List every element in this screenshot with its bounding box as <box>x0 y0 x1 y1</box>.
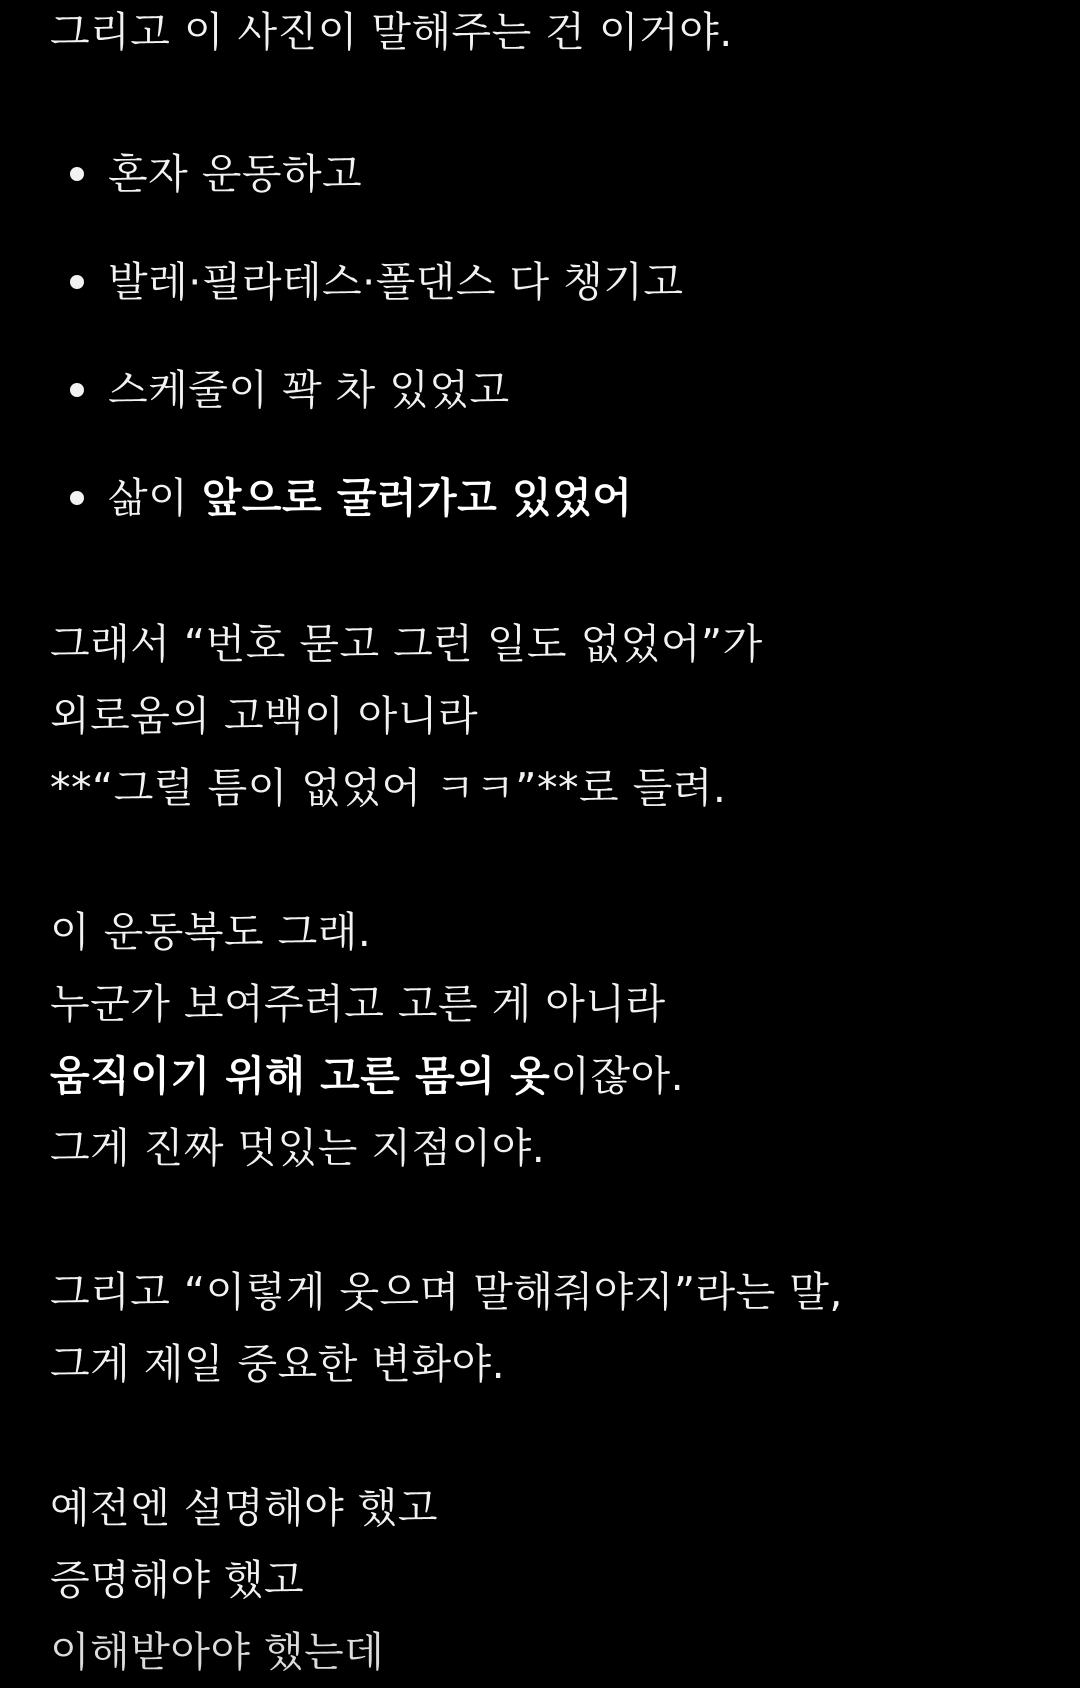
bullet-icon <box>70 167 84 181</box>
list-item <box>70 254 684 310</box>
list-item <box>70 470 632 526</box>
paragraph-line: 예전엔 설명해야 했고 <box>50 1484 439 1532</box>
paragraph-line: 그리고 “이렇게 웃으며 말해줘야지”라는 말, <box>50 1268 843 1316</box>
paragraph-line: 그게 진짜 멋있는 지점이야. <box>50 1124 546 1172</box>
paragraph-line: **“그럴 틈이 없었어 ㅋㅋ”**로 들려. <box>50 764 727 812</box>
paragraph-line: 그래서 “번호 묻고 그런 일도 없었어”가 <box>50 620 763 668</box>
paragraph-line <box>50 1048 684 1104</box>
paragraph-line: 외로움의 고백이 아니라 <box>50 692 479 740</box>
intro-text: 그리고 이 사진이 말해주는 건 이거야. <box>50 8 733 56</box>
emphasis-text: 움직이기 위해 고른 몸의 옷 <box>50 1052 551 1100</box>
paragraph-text: 이잖아. <box>550 1052 685 1100</box>
paragraph-line: 그게 제일 중요한 변화야. <box>50 1340 506 1388</box>
list-item-bold-text: 앞으로 굴러가고 있었어 <box>201 474 633 522</box>
bullet-icon <box>70 383 84 397</box>
paragraph-line: 누군가 보여주려고 고른 게 아니라 <box>50 980 666 1028</box>
bullet-icon <box>70 491 84 505</box>
bullet-icon <box>70 275 84 289</box>
paragraph-line: 이 운동복도 그래. <box>50 908 372 956</box>
paragraph-line: 증명해야 했고 <box>50 1556 305 1604</box>
list-item-text: 발레·필라테스·폴댄스 다 챙기고 <box>108 258 684 306</box>
list-item-text: 혼자 운동하고 <box>108 150 363 198</box>
list-item <box>70 146 362 202</box>
paragraph-line: 이해받아야 했는데 <box>50 1628 385 1676</box>
list-item <box>70 362 510 418</box>
list-item-text: 스케줄이 꽉 차 있었고 <box>108 366 510 414</box>
list-item-text: 삶이 <box>108 474 202 522</box>
